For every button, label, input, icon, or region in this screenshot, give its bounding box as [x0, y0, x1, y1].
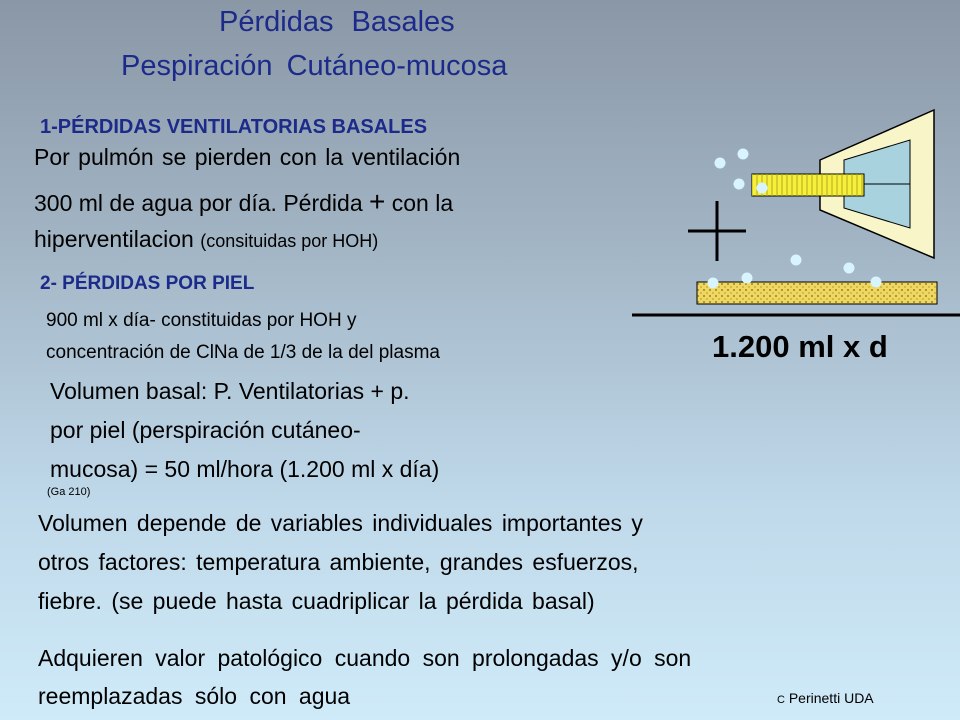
skin-layer-icon: [697, 282, 937, 304]
section1-line1: Por pulmón se pierden con la ventilación: [34, 144, 461, 170]
depende-line2: otros factores: temperatura ambiente, grandes esfuerzos,: [38, 549, 639, 575]
airway-bar-icon: [752, 174, 864, 196]
section2-heading: 2- PÉRDIDAS POR PIEL: [40, 273, 255, 294]
section1-line3b: (consituidas por HOH): [200, 231, 379, 251]
credit-prefix: C: [777, 694, 785, 706]
section2-line2: concentración de ClNa de 1/3 de la del plasma: [46, 342, 440, 363]
credit-name: Perinetti UDA: [784, 690, 874, 706]
section1-line2b: con la: [385, 190, 454, 216]
adquieren-line2: reemplazadas sólo con agua: [38, 683, 351, 709]
slide-title-line2: Pespiración Cutáneo-mucosa: [121, 50, 508, 82]
plus-sign: +: [369, 186, 386, 217]
depende-line1: Volumen depende de variables individuales importantes y: [38, 510, 643, 536]
section2-line1: 900 ml x día- constituidas por HOH y: [46, 310, 357, 331]
reference-note: (Ga 210): [47, 486, 91, 498]
adquieren-line1: Adquieren valor patológico cuando son prolongadas y/o son: [38, 645, 692, 671]
section1-heading: 1-PÉRDIDAS VENTILATORIAS BASALES: [40, 116, 428, 138]
depende-line3: fiebre. (se puede hasta cuadriplicar la pérdida basal): [38, 588, 595, 614]
volumen-basal-line1: Volumen basal: P. Ventilatorias + p.: [50, 378, 410, 404]
volumen-basal-line3: mucosa) = 50 ml/hora (1.200 ml x día): [50, 456, 440, 482]
diagram-total-label: 1.200 ml x d: [712, 329, 888, 364]
plus-sign-icon: [688, 201, 746, 261]
section1-line3a: hiperventilacion: [34, 226, 201, 252]
slide-title-line1: Pérdidas Basales: [219, 6, 455, 38]
section1-line2a: 300 ml de agua por día. Pérdida: [34, 190, 370, 216]
volumen-basal-line2: por piel (perspiración cutáneo-: [50, 417, 361, 443]
